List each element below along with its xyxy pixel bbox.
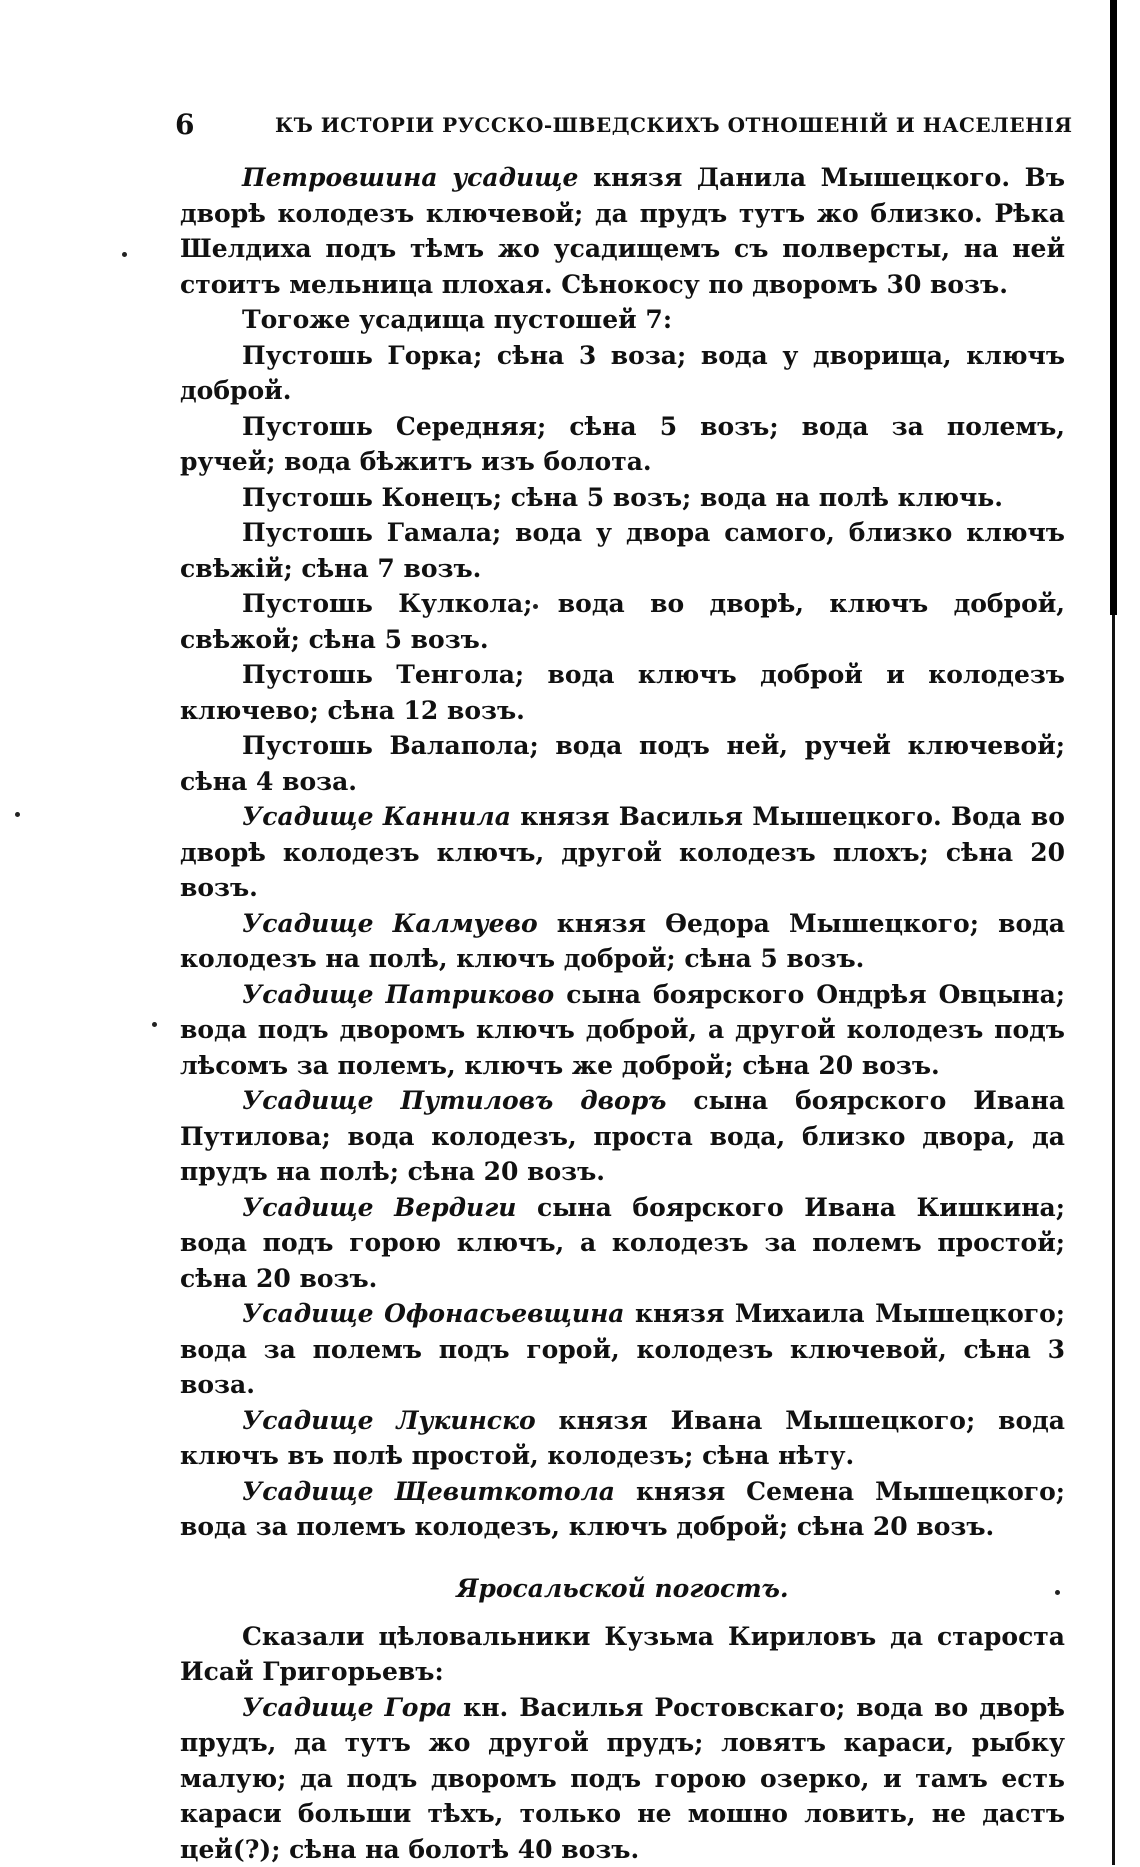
section-heading: Яросальской погостъ. <box>180 1571 1065 1607</box>
paragraph <box>180 977 1065 1084</box>
page-number: 6 <box>175 105 194 145</box>
speck <box>15 812 20 817</box>
paragraph <box>180 586 1065 657</box>
place-name: Усадище Путиловъ дворъ <box>242 1086 666 1115</box>
paragraph-text: Пустошь Горка; сѣна 3 воза; вода у дворища, ключъ доброй. <box>180 341 1065 406</box>
place-name: Усадище Каннила <box>242 802 511 831</box>
paragraph <box>180 906 1065 977</box>
running-title: КЪ ИСТОРІИ РУССКО-ШВЕДСКИХЪ ОТНОШЕНІЙ И НАСЕЛЕНІЯ <box>275 105 1065 145</box>
paragraph-text: князя Ивана Мышецкого; вода ключъ въ полѣ простой, колодезъ; сѣна нѣту. <box>180 1406 1065 1471</box>
place-name: Усадище Щевиткотола <box>242 1477 615 1506</box>
paragraph <box>180 1403 1065 1474</box>
paragraph <box>180 338 1065 409</box>
paragraph-text: князя Семена Мышецкого; вода за полемъ колодезъ, ключъ доброй; сѣна 20 возъ. <box>180 1477 1065 1542</box>
speck <box>152 1022 157 1027</box>
paragraph-text: сына боярского Ондрѣя Овцына; вода подъ дворомъ ключъ доброй, а другой колодезъ подъ лѣсомъ за полемъ, ключъ же доброй; сѣна 20 возъ. <box>180 980 1065 1080</box>
paragraph-text: Пустошь Валапола; вода подъ ней, ручей ключевой; сѣна 4 воза. <box>180 731 1065 796</box>
body-text <box>180 160 1065 1867</box>
paragraph <box>180 1619 1065 1690</box>
place-name: Петровшина усадище <box>242 163 578 192</box>
paragraph-text: Пустошь Кулкола; вода во дворѣ, ключъ доброй, свѣжой; сѣна 5 возъ. <box>180 589 1065 654</box>
paragraph <box>180 480 1065 516</box>
paragraph-text: Сказали цѣловальники Кузьма Кириловъ да староста Исай Григорьевъ: <box>180 1622 1065 1687</box>
place-name: Усадище Офонасьевщина <box>242 1299 625 1328</box>
place-name: Усадище Патриково <box>242 980 554 1009</box>
paragraph <box>180 409 1065 480</box>
paragraph <box>180 1474 1065 1545</box>
paragraph <box>180 1296 1065 1403</box>
paragraph-text: сына боярского Ивана Путилова; вода колодезъ, проста вода, близко двора, да прудъ на полѣ; сѣна 20 возъ. <box>180 1086 1065 1186</box>
place-name: Усадище Вердиги <box>242 1193 516 1222</box>
paragraph-text: князя Ѳедора Мышецкого; вода колодезъ на полѣ, ключъ доброй; сѣна 5 возъ. <box>180 909 1065 974</box>
paragraph-text: Пустошь Конецъ; сѣна 5 возъ; вода на полѣ ключь. <box>242 483 1003 512</box>
page-edge-shadow <box>1110 0 1117 615</box>
paragraph <box>180 1083 1065 1190</box>
paragraph-text: Пустошь Тенгола; вода ключъ доброй и колодезъ ключево; сѣна 12 возъ. <box>180 660 1065 725</box>
paragraph-text: князя Данила Мышецкого. Въ дворѣ колодезъ ключевой; да прудъ тутъ жо близко. Рѣка Шелдиха подъ тѣмъ жо усадищемъ съ полверсты, на ней стоитъ мельница плохая. Сѣнокосу по дворомъ 30 возъ. <box>180 163 1065 299</box>
paragraph-text: князя Михаила Мышецкого; вода за полемъ подъ горой, колодезъ ключевой, сѣна 3 воза. <box>180 1299 1065 1399</box>
paragraph <box>180 302 1065 338</box>
paragraph-text: сына боярского Ивана Кишкина; вода подъ горою ключъ, а колодезъ за полемъ простой; сѣна 20 возъ. <box>180 1193 1065 1293</box>
paragraph <box>180 515 1065 586</box>
place-name: Усадище Калмуево <box>242 909 538 938</box>
paragraph-text: Пустошь Середняя; сѣна 5 возъ; вода за полемъ, ручей; вода бѣжитъ изъ болота. <box>180 412 1065 477</box>
paragraph <box>180 799 1065 906</box>
page-header <box>175 105 1075 145</box>
paragraph-text: Пустошь Гамала; вода у двора самого, близко ключъ свѣжій; сѣна 7 возъ. <box>180 518 1065 583</box>
paragraph-text: князя Василья Мышецкого. Вода во дворѣ колодезъ ключъ, другой колодезъ плохъ; сѣна 20 возъ. <box>180 802 1065 902</box>
paragraph <box>180 1190 1065 1297</box>
paragraph <box>180 1690 1065 1867</box>
paragraph-text: Тогоже усадища пустошей 7: <box>242 305 672 334</box>
place-name: Усадище Гора <box>242 1693 452 1722</box>
page-edge-line <box>1112 615 1115 1865</box>
paragraph <box>180 728 1065 799</box>
paragraph <box>180 657 1065 728</box>
paragraph-text: кн. Василья Ростовскаго; вода во дворѣ прудъ, да тутъ жо другой прудъ; ловятъ караси, рыбку малую; да подъ дворомъ подъ горою озерко, и тамъ есть караси больши тѣхъ, только не мошно ловить, не дастъ цей(?); сѣна на болотѣ 40 возъ. <box>180 1693 1065 1864</box>
speck <box>122 252 127 257</box>
paragraph <box>180 160 1065 302</box>
place-name: Усадище Лукинско <box>242 1406 536 1435</box>
